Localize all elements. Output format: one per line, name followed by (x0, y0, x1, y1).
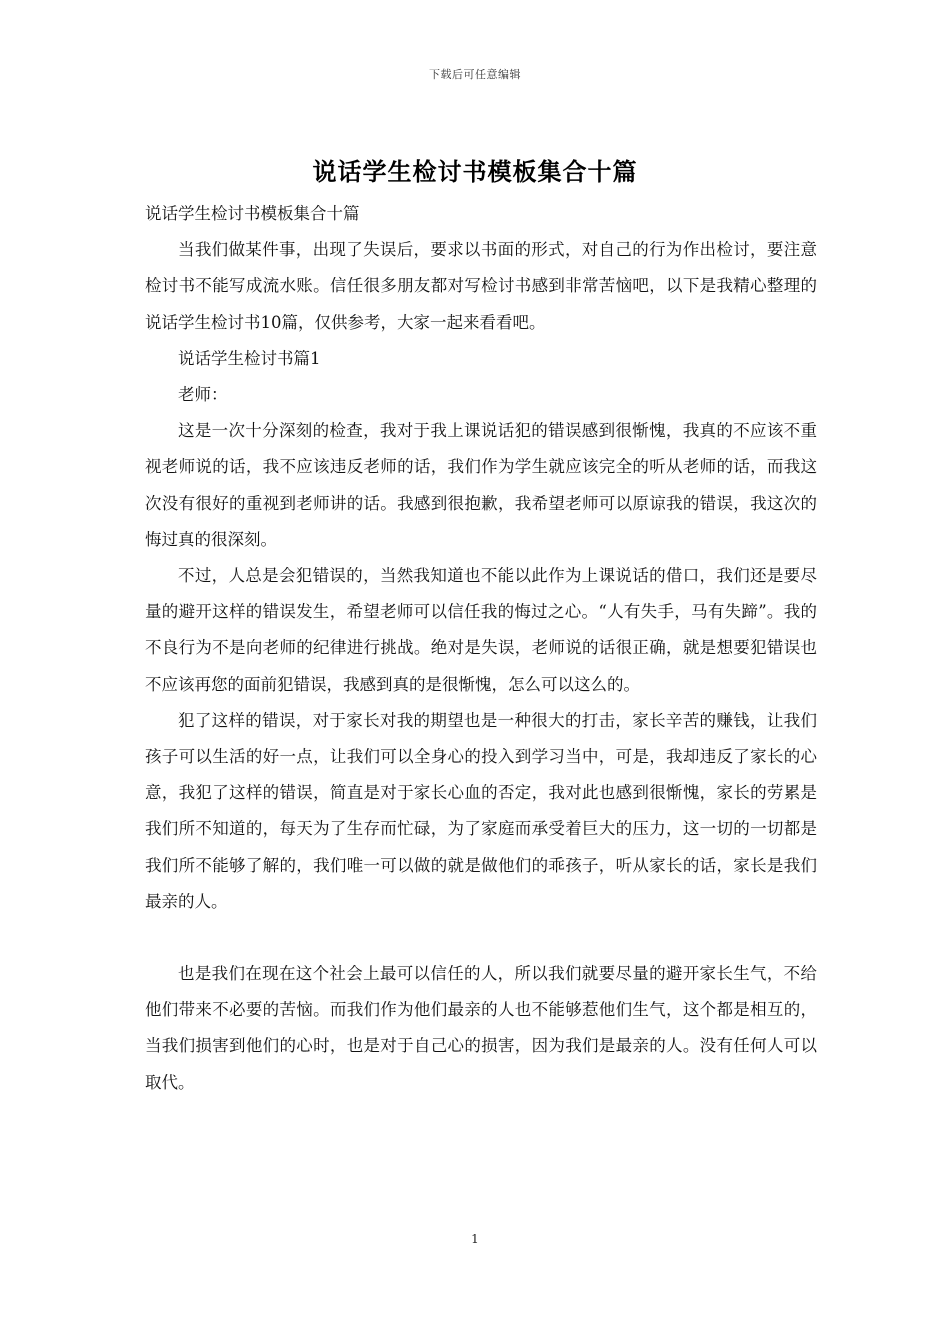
subtitle-paragraph: 说话学生检讨书模板集合十篇 (145, 204, 360, 223)
document-body (145, 196, 817, 1101)
page-number: 1 (471, 1232, 479, 1246)
intro-paragraph: 当我们做某件事，出现了失误后，要求以书面的形式，对自己的行为作出检讨，要注意检讨书不能写成流水账。信任很多朋友都对写检讨书感到非常苦恼吧，以下是我精心整理的说话学生检讨书10篇，仅供参考，大家一起来看看吧。 (145, 240, 817, 332)
section-heading: 说话学生检讨书篇1 (178, 348, 321, 368)
document-title: 说话学生检讨书模板集合十篇 (312, 157, 638, 186)
body-paragraph: 这是一次十分深刻的检查，我对于我上课说话犯的错误感到很惭愧，我真的不应该不重视老师说的话，我不应该违反老师的话，我们作为学生就应该完全的听从老师的话，而我这次没有很好的重视到老师讲的话。我感到很抱歉，我希望老师可以原谅我的错误，我这次的悔过真的很深刻。 (145, 421, 817, 549)
body-paragraph: 也是我们在现在这个社会上最可以信任的人，所以我们就要尽量的避开家长生气，不给他们带来不必要的苦恼。而我们作为他们最亲的人也不能够惹他们生气，这个都是相互的，当我们损害到他们的心时，也是对于自己心的损害，因为我们是最亲的人。没有任何人可以取代。 (145, 964, 817, 1092)
body-paragraph: 不过，人总是会犯错误的，当然我知道也不能以此作为上课说话的借口，我们还是要尽量的避开这样的错误发生，希望老师可以信任我的悔过之心。“人有失手，马有失蹄”。我的不良行为不是向老师的纪律进行挑战。绝对是失误，老师说的话很正确，就是想要犯错误也不应该再您的面前犯错误，我感到真的是很惭愧，怎么可以这么的。 (145, 566, 817, 694)
salutation: 老师： (178, 385, 228, 405)
body-paragraph: 犯了这样的错误，对于家长对我的期望也是一种很大的打击，家长辛苦的赚钱，让我们孩子可以生活的好一点，让我们可以全身心的投入到学习当中，可是，我却违反了家长的心意，我犯了这样的错误，简直是对于家长心血的否定，我对此也感到很惭愧，家长的劳累是我们所不知道的，每天为了生存而忙碌，为了家庭而承受着巨大的压力，这一切的一切都是我们所不能够了解的，我们唯一可以做的就是做他们的乖孩子，听从家长的话，家长是我们最亲的人。 (145, 710, 817, 911)
header-note: 下载后可任意编辑 (429, 68, 521, 81)
